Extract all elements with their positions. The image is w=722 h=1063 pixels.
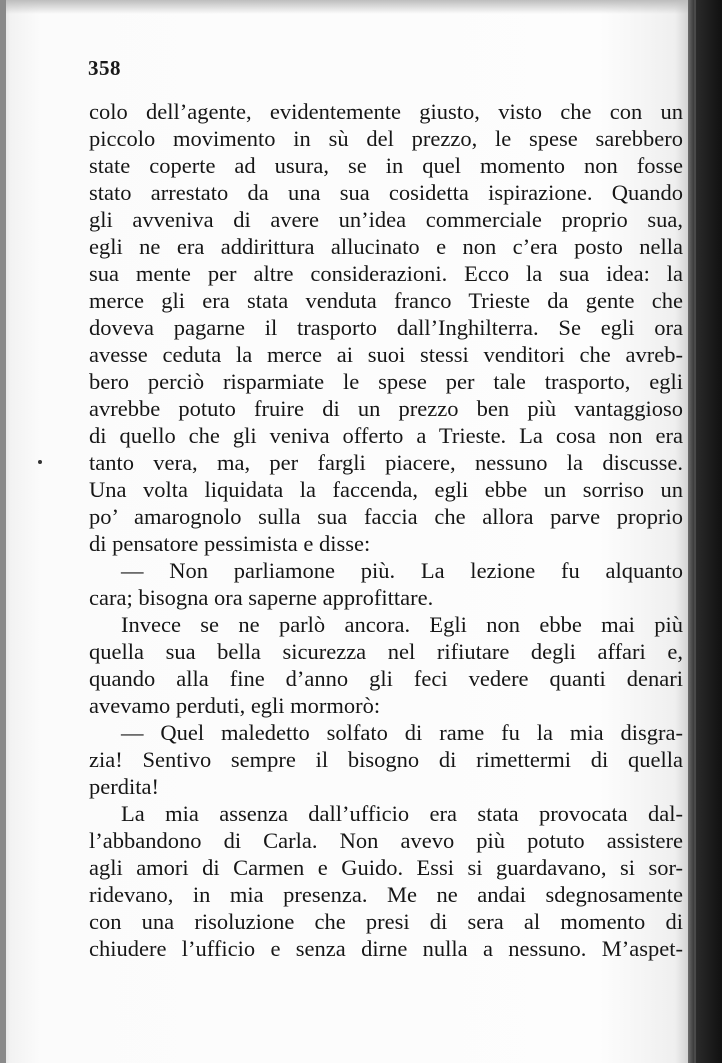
text-line: agli amori di Carmen e Guido. Essi si guardavano, si sor- (89, 855, 683, 880)
text-line: gli avveniva di avere un’idea commerciale proprio sua, (89, 207, 683, 232)
text-line: doveva pagarne il trasporto dall’Inghilterra. Se egli ora (89, 315, 683, 340)
text-line: ridevano, in mia presenza. Me ne andai sdegnosamente (89, 882, 683, 907)
text-line: sua mente per altre considerazioni. Ecco la sua idea: la (89, 261, 683, 286)
page-number: 358 (88, 56, 121, 80)
text-line: tanto vera, ma, per fargli piacere, nessuno la discusse. (89, 450, 683, 475)
text-line: di quello che gli veniva offerto a Trieste. La cosa non era (89, 423, 683, 448)
text-line: con una risoluzione che presi di sera al momento di (89, 909, 683, 934)
binding-crease (694, 0, 696, 1063)
text-line: Una volta liquidata la faccenda, egli ebbe un sorriso un (89, 477, 683, 502)
text-line: bero perciò risparmiate le spese per tale trasporto, egli (89, 369, 683, 394)
text-line: piccolo movimento in sù del prezzo, le spese sarebbero (89, 126, 683, 151)
text-line: state coperte ad usura, se in quel momento non fosse (89, 153, 683, 178)
text-line: avrebbe potuto fruire di un prezzo ben più vantaggioso (89, 396, 683, 421)
body-text (89, 98, 683, 962)
text-line: colo dell’agente, evidentemente giusto, visto che con un (89, 99, 683, 124)
text-line: zia! Sentivo sempre il bisogno di rimettermi di quella (89, 747, 683, 772)
top-shadow (0, 0, 722, 14)
text-line: l’abbandono di Carla. Non avevo più potuto assistere (89, 828, 683, 853)
text-line: quella sua bella sicurezza nel rifiutare degli affari e, (89, 639, 683, 664)
text-line: perdita! (89, 774, 159, 799)
text-line: — Non parliamone più. La lezione fu alquanto (121, 558, 683, 583)
stray-mark (38, 460, 42, 464)
text-line: quando alla fine d’anno gli feci vedere quanti denari (89, 666, 683, 691)
text-line: avevamo perduti, egli mormorò: (89, 693, 381, 718)
text-line: La mia assenza dall’ufficio era stata provocata dal- (121, 801, 683, 826)
text-line: po’ amarognolo sulla sua faccia che allora parve proprio (89, 504, 683, 529)
left-page-edge (0, 0, 6, 1063)
text-line: — Quel maledetto solfato di rame fu la mia disgra- (121, 720, 683, 745)
text-line: stato arrestato da una sua cosidetta ispirazione. Quando (89, 180, 683, 205)
text-line: di pensatore pessimista e disse: (89, 531, 371, 556)
text-line: chiudere l’ufficio e senza dirne nulla a nessuno. M’aspet- (89, 936, 683, 961)
text-line: cara; bisogna ora saperne approfittare. (89, 585, 434, 610)
text-line: merce gli era stata venduta franco Trieste da gente che (89, 288, 683, 313)
text-line: egli ne era addirittura allucinato e non c’era posto nella (89, 234, 683, 259)
text-line: Invece se ne parlò ancora. Egli non ebbe mai più (121, 612, 683, 637)
text-line: avesse ceduta la merce ai suoi stessi venditori che avreb- (89, 342, 683, 367)
